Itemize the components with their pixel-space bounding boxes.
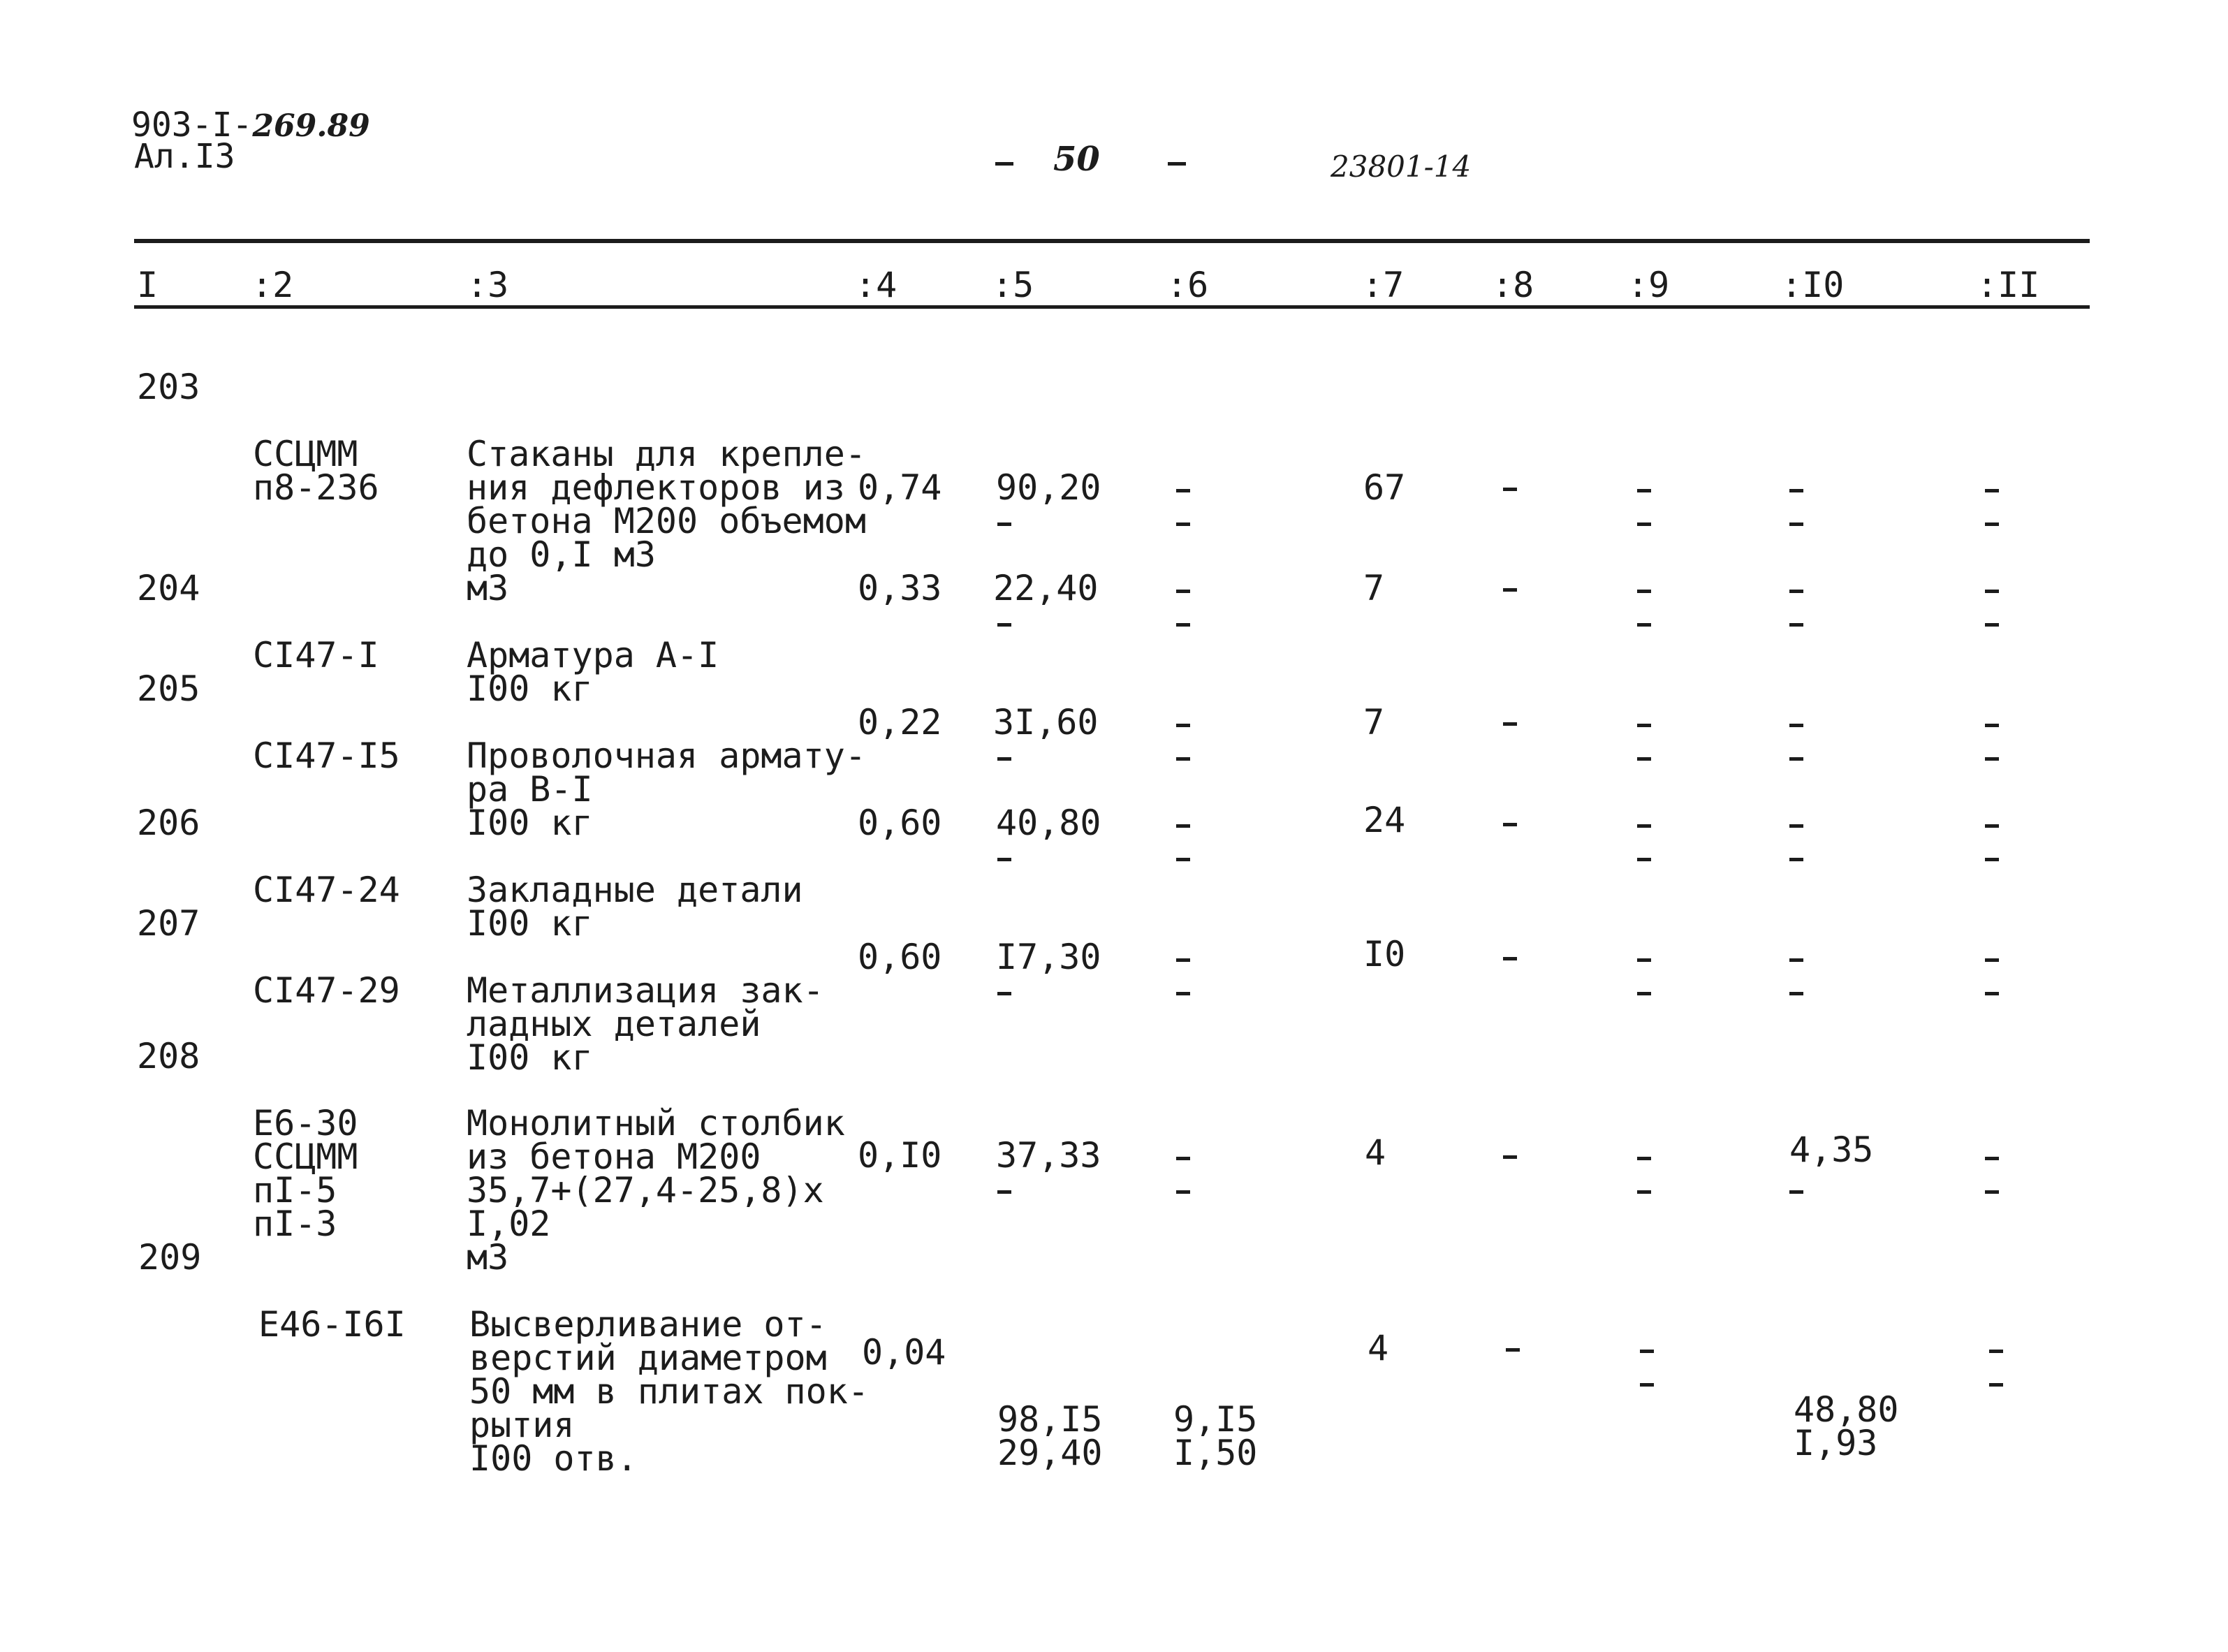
col-1-header: I — [137, 265, 159, 305]
dash — [1176, 958, 1190, 962]
dash — [1789, 623, 1803, 627]
dash — [1176, 724, 1190, 727]
row-code: СI47-I — [253, 635, 379, 675]
col-8-header: :8 — [1492, 265, 1534, 305]
row-col7: 67 — [1363, 467, 1406, 508]
header-rule — [134, 305, 2090, 309]
dash — [1789, 590, 1803, 593]
col-7-header: :7 — [1362, 265, 1405, 305]
row-col7: 24 — [1363, 800, 1406, 840]
dash — [1789, 724, 1803, 727]
dash — [1637, 623, 1651, 627]
dash — [1989, 1350, 2003, 1353]
row-code: СI47-29 — [253, 970, 400, 1011]
row-col4: 0,60 — [858, 803, 942, 843]
row-col7: 4 — [1365, 1132, 1386, 1173]
dash — [1985, 623, 1999, 627]
row-col5: 98,I5 29,40 — [997, 1399, 1103, 1473]
dash — [1637, 590, 1651, 593]
document-code-handwritten: 269.89 — [252, 108, 370, 144]
col-9-header: :9 — [1627, 265, 1670, 305]
col-11-header: :II — [1977, 265, 2040, 305]
dash — [1985, 1157, 1999, 1160]
dash — [1640, 1350, 1654, 1353]
dash — [1503, 1155, 1517, 1159]
row-number: 205 — [137, 668, 200, 709]
dash — [1637, 1157, 1651, 1160]
dash — [1176, 757, 1190, 761]
row-description: Высверливание от- верстий диаметром 50 мм в плитах пок- рытия I00 отв. — [469, 1304, 869, 1479]
dash — [1789, 824, 1803, 828]
row-description: Металлизация зак- ладных деталей I00 кг — [467, 970, 824, 1078]
dash — [1176, 858, 1190, 861]
row-col10: 4,35 — [1789, 1130, 1874, 1170]
page-number-dash-right — [1168, 162, 1186, 166]
row-col5: 3I,60 — [993, 702, 1099, 743]
dash — [1637, 522, 1651, 526]
inventory-number: 23801-14 — [1331, 149, 1472, 184]
dash — [1176, 1190, 1190, 1194]
dash — [1176, 824, 1190, 828]
dash — [1789, 757, 1803, 761]
dash — [1176, 623, 1190, 627]
row-col4: 0,04 — [862, 1332, 946, 1373]
row-number: 207 — [137, 903, 200, 944]
dash — [997, 1190, 1011, 1194]
col-5-header: :5 — [992, 265, 1034, 305]
row-col7: 7 — [1363, 568, 1385, 608]
dash — [1789, 522, 1803, 526]
row-col5: 37,33 — [996, 1135, 1101, 1176]
row-number: 203 — [137, 367, 200, 407]
row-col7: I0 — [1363, 934, 1406, 974]
row-code: СI47-I5 — [253, 736, 400, 776]
dash — [1506, 1348, 1520, 1352]
dash — [1789, 489, 1803, 492]
page-number: 50 — [1053, 140, 1100, 179]
row-number: 208 — [137, 1036, 200, 1076]
dash — [1985, 992, 1999, 995]
dash — [1637, 757, 1651, 761]
dash — [1789, 992, 1803, 995]
dash — [1985, 1190, 1999, 1194]
row-col4: 0,22 — [858, 702, 942, 743]
dash — [1637, 724, 1651, 727]
row-description: Арматура А-I I00 кг — [467, 635, 719, 709]
dash — [1176, 1157, 1190, 1160]
dash — [1503, 823, 1517, 826]
row-description: Монолитный столбик из бетона М200 35,7+(27,4-25,8)х I,02 м3 — [467, 1103, 845, 1278]
dash — [1789, 858, 1803, 861]
dash — [1789, 958, 1803, 962]
dash — [1985, 958, 1999, 962]
row-col5: 90,20 — [996, 467, 1101, 508]
dash — [1637, 992, 1651, 995]
dash — [1637, 958, 1651, 962]
row-description: Проволочная армату- ра В-I I00 кг — [467, 736, 866, 843]
dash — [1637, 489, 1651, 492]
album-number: Ал.I3 — [134, 137, 235, 176]
dash — [1985, 858, 1999, 861]
dash — [1176, 992, 1190, 995]
col-10-header: :I0 — [1781, 265, 1845, 305]
row-col4: 0,I0 — [858, 1135, 942, 1176]
dash — [1503, 488, 1517, 491]
dash — [1637, 858, 1651, 861]
dash — [1985, 824, 1999, 828]
col-6-header: :6 — [1166, 265, 1209, 305]
dash — [1637, 1190, 1651, 1194]
dash — [1985, 590, 1999, 593]
dash — [997, 623, 1011, 627]
row-col5: 22,40 — [993, 568, 1099, 608]
dash — [1989, 1383, 2003, 1387]
top-rule — [134, 239, 2090, 243]
dash — [1176, 590, 1190, 593]
col-3-header: :3 — [467, 265, 509, 305]
dash — [997, 757, 1011, 761]
row-col5: I7,30 — [996, 937, 1101, 977]
row-number: 206 — [137, 803, 200, 843]
row-number: 209 — [138, 1237, 202, 1278]
dash — [997, 522, 1011, 526]
col-2-header: :2 — [251, 265, 294, 305]
dash — [997, 992, 1011, 995]
dash — [1640, 1383, 1654, 1387]
dash — [1985, 724, 1999, 727]
row-code: Е46-I6I — [258, 1304, 406, 1345]
row-description: Закладные детали I00 кг — [467, 870, 803, 944]
row-col7: 4 — [1368, 1328, 1389, 1368]
row-col10: 48,80 I,93 — [1794, 1389, 1899, 1463]
page-number-dash-left — [995, 162, 1013, 166]
dash — [1637, 824, 1651, 828]
row-code: СI47-24 — [253, 870, 400, 910]
dash — [1176, 522, 1190, 526]
row-number: 204 — [137, 568, 200, 608]
row-code: Е6-30 ССЦММ пI-5 пI-3 — [253, 1103, 358, 1244]
row-col4: 0,74 — [858, 467, 942, 508]
dash — [1503, 588, 1517, 592]
row-col4: 0,33 — [858, 568, 942, 608]
row-description: Стаканы для крепле- ния дефлекторов из бетона М200 объемом до 0,I м3 м3 — [467, 434, 866, 608]
dash — [1503, 957, 1517, 960]
row-col7: 7 — [1363, 702, 1385, 743]
row-col5: 40,80 — [996, 803, 1101, 843]
col-4-header: :4 — [855, 265, 897, 305]
dash — [997, 858, 1011, 861]
row-code: ССЦММ п8-236 — [253, 434, 379, 508]
row-col6: 9,I5 I,50 — [1173, 1399, 1258, 1473]
document-code-prefix: 903-I- — [131, 105, 253, 145]
dash — [1985, 757, 1999, 761]
row-col4: 0,60 — [858, 937, 942, 977]
dash — [1176, 489, 1190, 492]
dash — [1985, 489, 1999, 492]
dash — [1789, 1190, 1803, 1194]
dash — [1985, 522, 1999, 526]
dash — [1503, 722, 1517, 726]
